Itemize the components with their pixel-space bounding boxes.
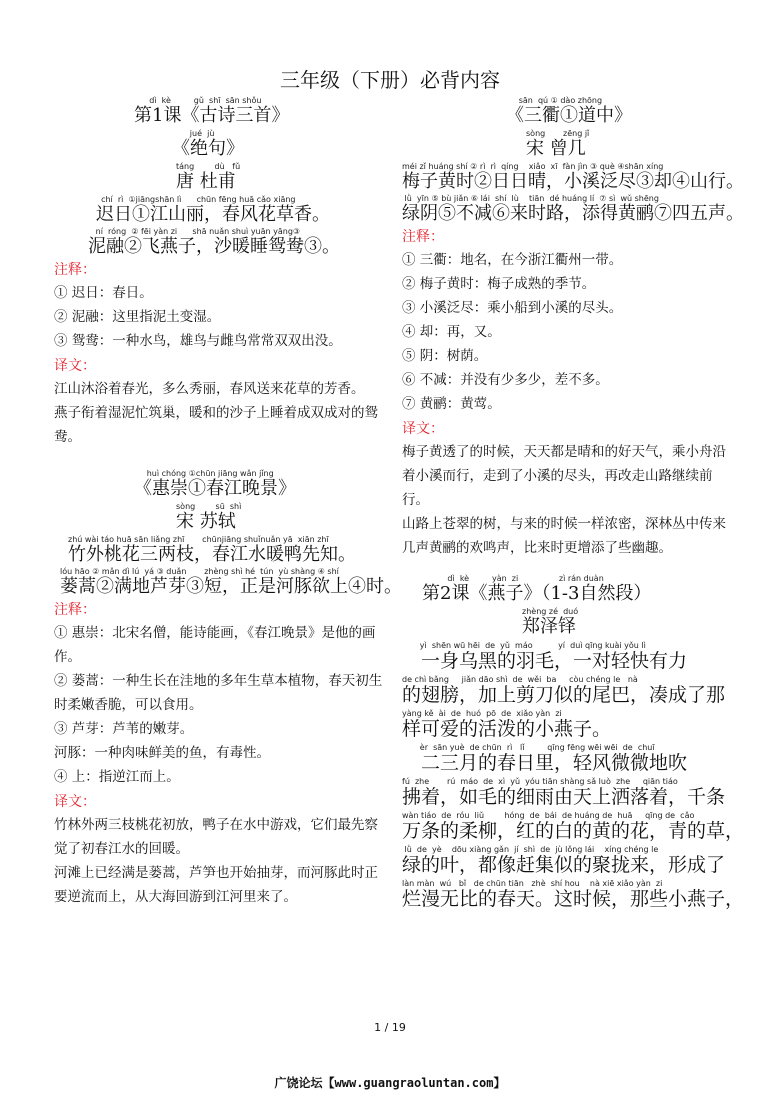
pinyin: dì kè gǔ shī sān shǒu (134, 96, 262, 105)
pinyin: èr sān yuè de chūn rì lǐ qīng fēng wēi wēi de chuī (402, 743, 655, 752)
title-text: 《三衢①道中》 (506, 105, 632, 126)
lesson2-author (402, 607, 737, 638)
author-text: 宋 苏轼 (176, 511, 236, 532)
site-footer: 广饶论坛【www.guangraoluntan.com】 (274, 1076, 506, 1090)
poem3-line (402, 162, 744, 192)
pinyin: jué jù (172, 129, 215, 138)
pinyin: lǜ de yè dōu xiàng gǎn jí shì de jù lǒng lái xíng chéng le (402, 845, 659, 854)
note-item: ③ 芦芽：芦苇的嫩芽。 (54, 721, 194, 737)
pinyin: yì shēn wū hēi de yǔ máo yí duì qīng kuài yǒu lì (402, 641, 646, 650)
note-item: ⑦ 黄鹂：黄莺。 (402, 396, 501, 412)
essay-line (402, 777, 737, 808)
essay-line (402, 811, 745, 842)
pinyin: méi zǐ huáng shí ② rì rì qíng xiǎo xī fàn jìn ③ què ④shān xíng (402, 162, 664, 171)
poem3-title (402, 96, 737, 127)
pinyin: làn màn wú bǐ de chūn tiān zhè shí hou nà xiē xiǎo yàn zi (402, 879, 663, 888)
essay-text: 的翅膀，加上剪刀似的尾巴，凑成了那 (402, 684, 726, 706)
note-item: ① 迟日：春日。 (54, 285, 153, 301)
translation-paragraph: 竹林外两三枝桃花初放，鸭子在水中游戏，它们最先察觉了初春江水的回暖。 (54, 817, 378, 857)
note-item: ③ 鸳鸯：一种水鸟，雄鸟与雌鸟常常双双出没。 (54, 333, 342, 349)
verse: 梅子黄时②日日晴，小溪泛尽③却④山行。 (402, 171, 744, 192)
poem2-line (54, 567, 402, 597)
heading-text: 第1课《古诗三首》 (134, 105, 290, 126)
essay-text: 烂漫无比的春天。这时候，那些小燕子， (402, 888, 745, 910)
essay-text: 二三月的春日里，轻风微微地吹 (402, 752, 688, 774)
essay-line (402, 709, 737, 740)
pinyin: sān qú ① dào zhōng (506, 96, 603, 105)
essay-line (402, 879, 745, 910)
essay-line (402, 675, 737, 706)
translation-paragraph: 燕子衔着湿泥忙筑巢，暖和的沙子上睡着成双成对的鸳鸯。 (54, 405, 378, 445)
author-text: 唐 杜甫 (176, 171, 236, 192)
pinyin: sòng sū shì (176, 502, 242, 511)
essay-line (402, 743, 737, 774)
translation-header: 译文： (54, 794, 96, 810)
note-item: ⑥ 不减：并没有少多少，差不多。 (402, 372, 609, 388)
poem1-author (54, 162, 384, 193)
pinyin: táng dù fǔ (176, 162, 241, 171)
heading-text: 第2课《燕子》（1-3自然段） (422, 583, 652, 604)
poem2-title (54, 469, 384, 500)
essay-text: 绿的叶，都像赶集似的聚拢来，形成了 (402, 854, 726, 876)
verse: 竹外桃花三两枝，春江水暖鸭先知。 (68, 544, 356, 565)
poem2-line (54, 535, 384, 565)
pinyin: fú zhe rú máo de xì yǔ yóu tiān shàng sǎ luò zhe qiān tiáo (402, 777, 678, 786)
lesson2-heading (402, 574, 737, 605)
page-title: 三年级（下册）必背内容 (280, 68, 500, 92)
poem1-line (54, 227, 384, 257)
note-item: 河豚：一种肉味鲜美的鱼，有毒性。 (54, 745, 270, 761)
essay-text: 一身乌黑的羽毛，一对轻快有力 (402, 650, 688, 672)
pinyin: chí rì ①jiāngshān lì chūn fēng huā cǎo xiāng (96, 195, 296, 204)
right-column (402, 96, 745, 910)
verse: 泥融②飞燕子，沙暖睡鸳鸯③。 (88, 236, 340, 257)
verse: 迟日①江山丽，春风花草香。 (96, 204, 330, 225)
note-item: ④ 却：再，又。 (402, 324, 501, 340)
note-item: ① 惠崇：北宋名僧，能诗能画，《春江晚景》是他的画作。 (54, 625, 376, 665)
note-item: ③ 小溪泛尽：乘小船到小溪的尽头。 (402, 300, 623, 316)
note-item: ② 梅子黄时：梅子成熟的季节。 (402, 276, 596, 292)
pinyin: zhèng zé duó (522, 607, 579, 616)
pinyin: ní róng ② fēi yàn zi shā nuǎn shuì yuān yāng③ (88, 227, 301, 236)
poem3-line (402, 194, 744, 224)
translation-paragraph: 梅子黄透了的时候，天天都是晴和的好天气，乘小舟沿着小溪而行，走到了小溪的尽头，再改走山路继续前行。 (402, 444, 726, 508)
essay-text: 万条的柔柳，红的白的黄的花，青的草， (402, 820, 745, 842)
pinyin: zhú wài táo huā sān liǎng zhī chūnjiāng shuǐnuǎn yā xiān zhī (68, 535, 329, 544)
translation-header: 译文： (54, 358, 96, 374)
essay-body (402, 641, 745, 910)
essay-text: 拂着，如毛的细雨由天上洒落着，千条 (402, 786, 726, 808)
note-item: ② 泥融：这里指泥土变湿。 (54, 309, 221, 325)
note-item: ① 三衢：地名，在今浙江衢州一带。 (402, 252, 623, 268)
pinyin: huì chóng ①chūn jiāng wǎn jǐng (134, 469, 274, 478)
poem1-title (54, 129, 384, 160)
lesson1-heading (54, 96, 384, 127)
pinyin: dì kè yàn zi zì rán duàn (422, 574, 604, 583)
essay-text: 样可爱的活泼的小燕子。 (402, 718, 612, 740)
note-item: ④ 上：指逆江而上。 (54, 769, 180, 785)
note-item: ⑤ 阴：树荫。 (402, 348, 488, 364)
pinyin: lóu hāo ② mǎn dì lú yá ③ duǎn zhèng shì hé tún yù shàng ④ shí (60, 567, 339, 576)
note-item: ② 蒌蒿：一种生长在洼地的多年生草本植物，春天初生时柔嫩香脆，可以食用。 (54, 673, 383, 713)
poem3-author (402, 129, 737, 160)
notes-header: 注释： (54, 262, 96, 278)
translation-paragraph: 山路上苍翠的树，与来的时候一样浓密，深林丛中传来几声黄鹂的欢鸣声，比来时更增添了些幽趣。 (402, 516, 726, 556)
pinyin: yàng kě ài de huó pō de xiǎo yàn zi (402, 709, 562, 718)
essay-line (402, 845, 737, 876)
notes-header: 注释： (54, 602, 96, 618)
author-text: 郑泽铎 (522, 616, 576, 637)
poem2-author (54, 502, 384, 533)
title-text: 《惠崇①春江晚景》 (134, 478, 296, 499)
page-number: 1 / 19 (374, 1021, 406, 1034)
verse: 绿阴⑤不减⑥来时路，添得黄鹂⑦四五声。 (402, 203, 744, 224)
poem1-line (54, 195, 384, 225)
left-column (54, 96, 402, 909)
essay-line (402, 641, 737, 672)
pinyin: wàn tiáo de róu liǔ hóng de bái de huáng de huā qīng de cǎo (402, 811, 695, 820)
translation-paragraph: 江山沐浴着春光，多么秀丽，春风送来花草的芳香。 (54, 381, 365, 397)
pinyin: sòng zēng jǐ (526, 129, 590, 138)
translation-paragraph: 河滩上已经满是蒌蒿，芦笋也开始抽芽，而河豚此时正要逆流而上，从大海回游到江河里来了。 (54, 865, 378, 905)
pinyin: de chì bǎng jiǎn dāo shì de wěi ba còu chéng le nà (402, 675, 638, 684)
title-text: 《绝句》 (172, 138, 244, 159)
pinyin: lǜ yīn ⑤ bù jiǎn ⑥ lái shí lù tiān dé huáng lí ⑦ sì wǔ shēng (402, 194, 659, 203)
verse: 蒌蒿②满地芦芽③短，正是河豚欲上④时。 (60, 576, 402, 597)
author-text: 宋 曾几 (526, 138, 586, 159)
translation-header: 译文： (402, 421, 444, 437)
notes-header: 注释： (402, 229, 444, 245)
